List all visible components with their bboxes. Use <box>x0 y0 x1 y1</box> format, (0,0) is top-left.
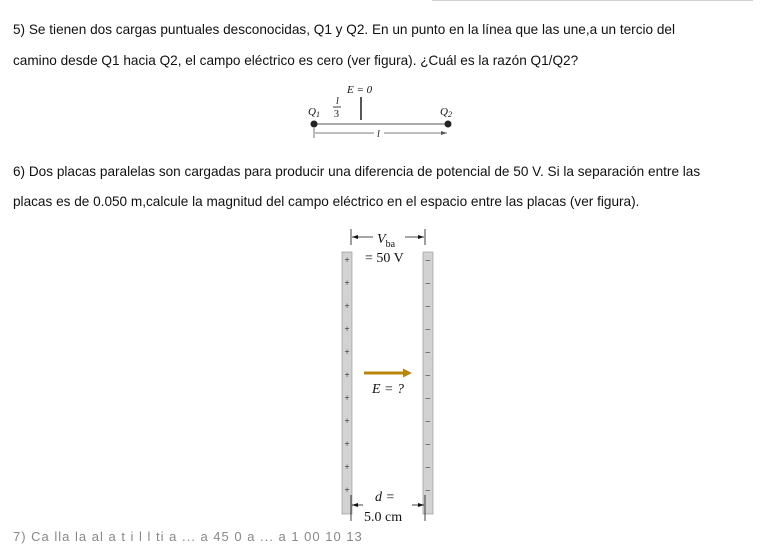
minus-sign: – <box>425 416 430 426</box>
plus-sign: + <box>344 370 350 380</box>
field-zero-label: E = 0 <box>347 84 373 96</box>
vba-left-arrow <box>352 235 358 239</box>
distance-arrow-right <box>441 131 447 135</box>
minus-sign: – <box>425 462 430 472</box>
minus-sign: – <box>425 439 430 449</box>
minus-sign: – <box>425 301 430 311</box>
plus-sign: + <box>344 462 350 472</box>
minus-sign: – <box>425 255 430 265</box>
problem-5-line-2: camino desde Q1 hacia Q2, el campo eléctrico es cero (ver figura). ¿Cuál es la razón Q1/Q2? <box>13 53 579 68</box>
fraction-denominator: 3 <box>334 109 339 120</box>
sep-left-arrow <box>352 503 358 507</box>
plus-sign: + <box>344 347 350 357</box>
plus-sign: + <box>344 301 350 311</box>
plus-sign: + <box>344 393 350 403</box>
plus-sign: + <box>344 416 350 426</box>
positive-plate <box>342 252 352 514</box>
separation-value: 5.0 cm <box>364 510 403 525</box>
next-problem-cut-line: 7) Ca lla la al a t i l l ti a ... a 45 0 a ... a 1 00 10 13 <box>13 529 363 544</box>
plus-sign: + <box>344 255 350 265</box>
minus-sign: – <box>425 370 430 380</box>
minus-sign: – <box>425 278 430 288</box>
voltage-value: = 50 V <box>365 251 404 266</box>
field-unknown-label: E = ? <box>372 382 404 397</box>
minus-sign: – <box>425 393 430 403</box>
q1-label: Q1 <box>308 106 320 119</box>
plus-sign: + <box>344 278 350 288</box>
problem-6-line-2: placas es de 0.050 m,calcule la magnitud del campo eléctrico en el espacio entre las placas (ver figura). <box>13 194 640 209</box>
negative-plate <box>423 252 433 514</box>
problem-6-figure <box>335 225 445 527</box>
problem-5-figure <box>300 80 470 145</box>
minus-sign: – <box>425 347 430 357</box>
plus-sign: + <box>344 324 350 334</box>
q1-dot <box>311 121 318 128</box>
minus-sign: – <box>425 485 430 495</box>
vba-right-arrow <box>418 235 424 239</box>
distance-label: l <box>377 129 380 140</box>
fraction-numerator: l <box>336 96 339 107</box>
top-divider <box>432 0 753 1</box>
voltage-symbol: $V_{ba}$ <box>377 232 396 250</box>
minus-sign: – <box>425 324 430 334</box>
separation-label: d = <box>375 490 395 505</box>
field-arrow-head <box>403 369 412 378</box>
problem-5-line-1: 5) Se tienen dos cargas puntuales desconocidas, Q1 y Q2. En un punto en la línea que las une,a un tercio del <box>13 22 676 37</box>
q2-dot <box>445 121 452 128</box>
plus-sign: + <box>344 439 350 449</box>
problem-6-line-1: 6) Dos placas paralelas son cargadas para producir una diferencia de potencial de 50 V. Si la separación entre las <box>13 164 701 179</box>
q2-label: Q2 <box>440 106 452 119</box>
plus-sign: + <box>344 485 350 495</box>
